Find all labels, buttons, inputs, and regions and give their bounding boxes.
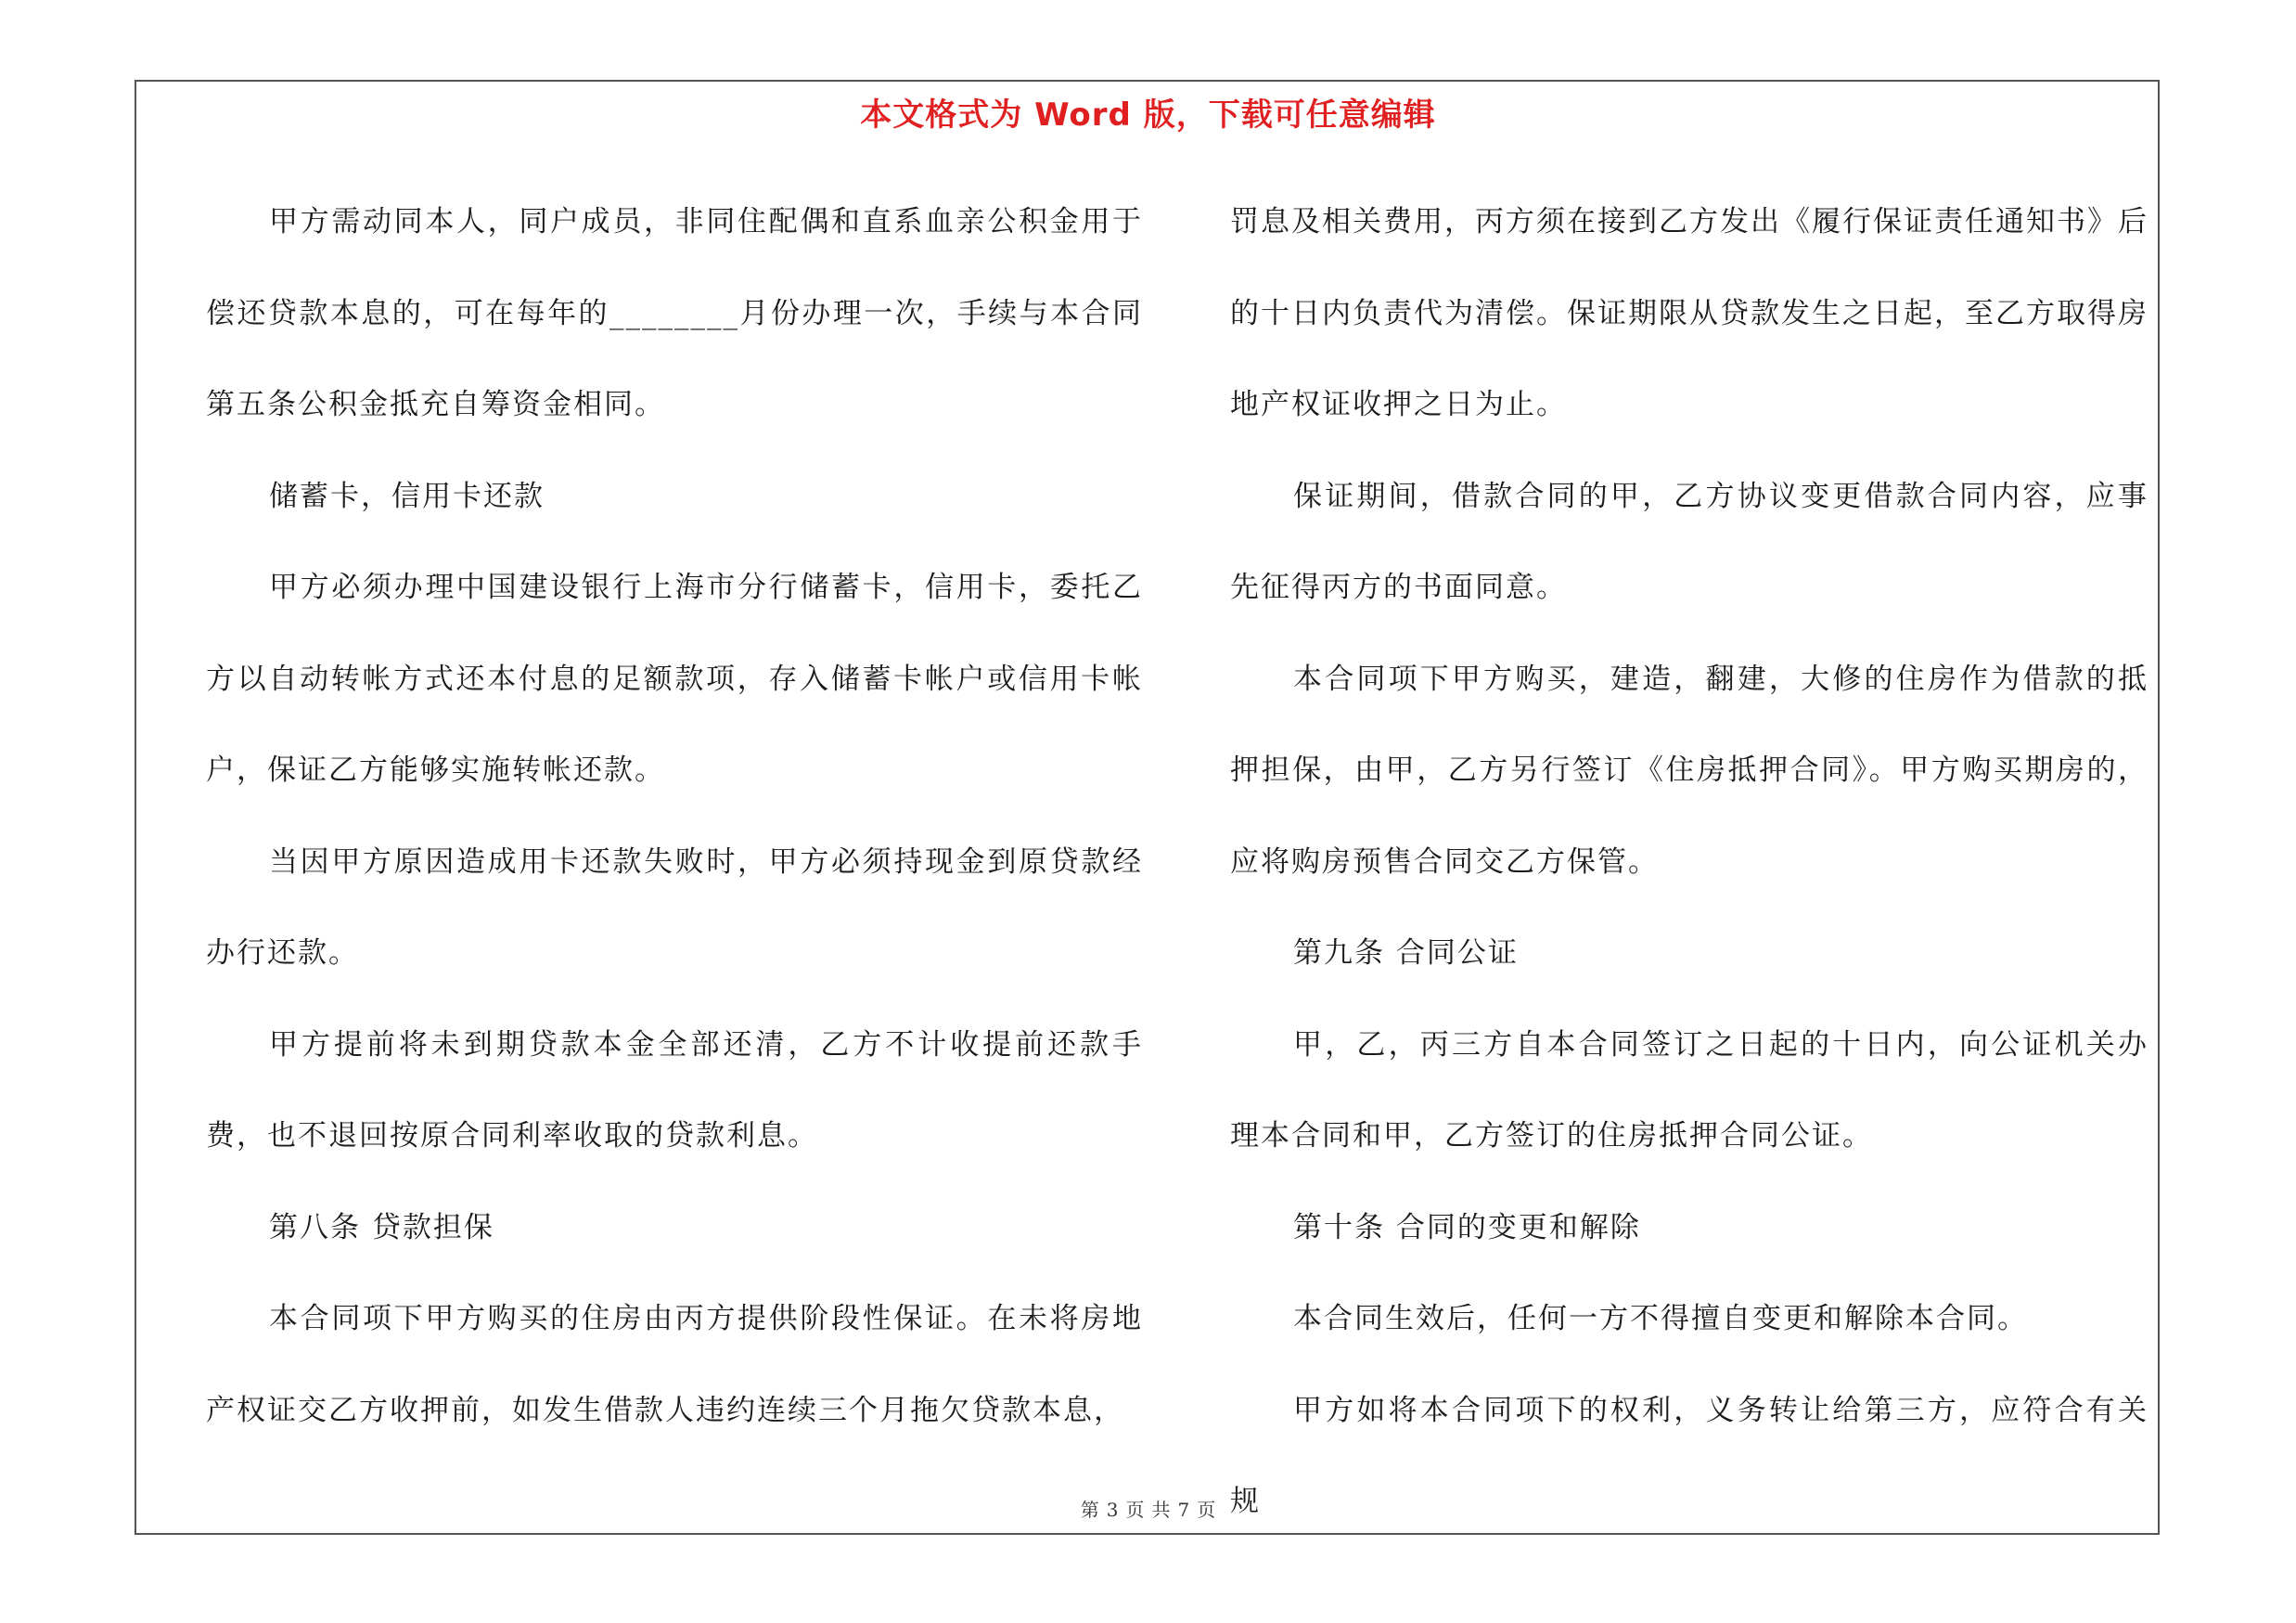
footer-current-page: 3 bbox=[1106, 1499, 1119, 1521]
section-heading: 第九条 合同公证 bbox=[1293, 936, 1519, 970]
paragraph: 甲方必须办理中国建设银行上海市分行储蓄卡，信用卡，委托乙方以自动转帐方式还本付息的足额款项，存入储蓄卡帐户或信用卡帐户，保证乙方能够实施转帐还款。 bbox=[206, 571, 1143, 787]
footer-total-pages: 7 bbox=[1177, 1499, 1190, 1521]
word-format-banner: 本文格式为 Word 版，下载可任意编辑 bbox=[860, 97, 1436, 134]
paragraph: 保证期间，借款合同的甲，乙方协议变更借款合同内容，应事先征得丙方的书面同意。 bbox=[1230, 479, 2148, 604]
paragraph: 储蓄卡，信用卡还款 bbox=[269, 479, 545, 513]
paragraph: 当因甲方原因造成用卡还款失败时，甲方必须持现金到原贷款经办行还款。 bbox=[206, 844, 1143, 970]
section-heading: 第八条 贷款担保 bbox=[269, 1210, 494, 1244]
footer-prefix: 第 bbox=[1080, 1499, 1099, 1521]
paragraph-continued: 罚息及相关费用，丙方须在接到乙方发出《履行保证责任通知书》后的十日内负责代为清偿。保证期限从贷款发生之日起，至乙方取得房地产权证收押之日为止。 bbox=[1230, 205, 2148, 421]
page-number-footer bbox=[0, 1495, 2296, 1522]
paragraph: 甲方需动同本人，同户成员，非同住配偶和直系血亲公积金用于偿还贷款本息的，可在每年的________月份办理一次，手续与本合同第五条公积金抵充自筹资金相同。 bbox=[206, 205, 1143, 421]
paragraph: 甲，乙，丙三方自本合同签订之日起的十日内，向公证机关办理本合同和甲，乙方签订的住房抵押合同公证。 bbox=[1230, 1027, 2148, 1153]
paragraph: 本合同项下甲方购买，建造，翻建，大修的住房作为借款的抵押担保，由甲，乙方另行签订《住房抵押合同》。甲方购买期房的，应将购房预售合同交乙方保管。 bbox=[1230, 662, 2148, 879]
footer-suffix: 页 bbox=[1197, 1499, 1216, 1521]
paragraph: 甲方提前将未到期贷款本金全部还清，乙方不计收提前还款手费，也不退回按原合同利率收取的贷款利息。 bbox=[206, 1027, 1143, 1153]
paragraph: 本合同项下甲方购买的住房由丙方提供阶段性保证。在未将房地产权证交乙方收押前，如发生借款人违约连续三个月拖欠贷款本息， bbox=[206, 1302, 1143, 1427]
right-column bbox=[1230, 176, 2148, 1548]
left-column bbox=[206, 176, 1143, 1456]
paragraph: 本合同生效后，任何一方不得擅自变更和解除本合同。 bbox=[1293, 1302, 2028, 1335]
section-heading: 第十条 合同的变更和解除 bbox=[1293, 1210, 1641, 1244]
footer-page-word: 页 bbox=[1125, 1499, 1145, 1521]
paragraph: 甲方如将本合同项下的权利，义务转让给第三方，应符合有关规 bbox=[1230, 1393, 2148, 1518]
footer-total-word: 共 bbox=[1151, 1499, 1171, 1521]
